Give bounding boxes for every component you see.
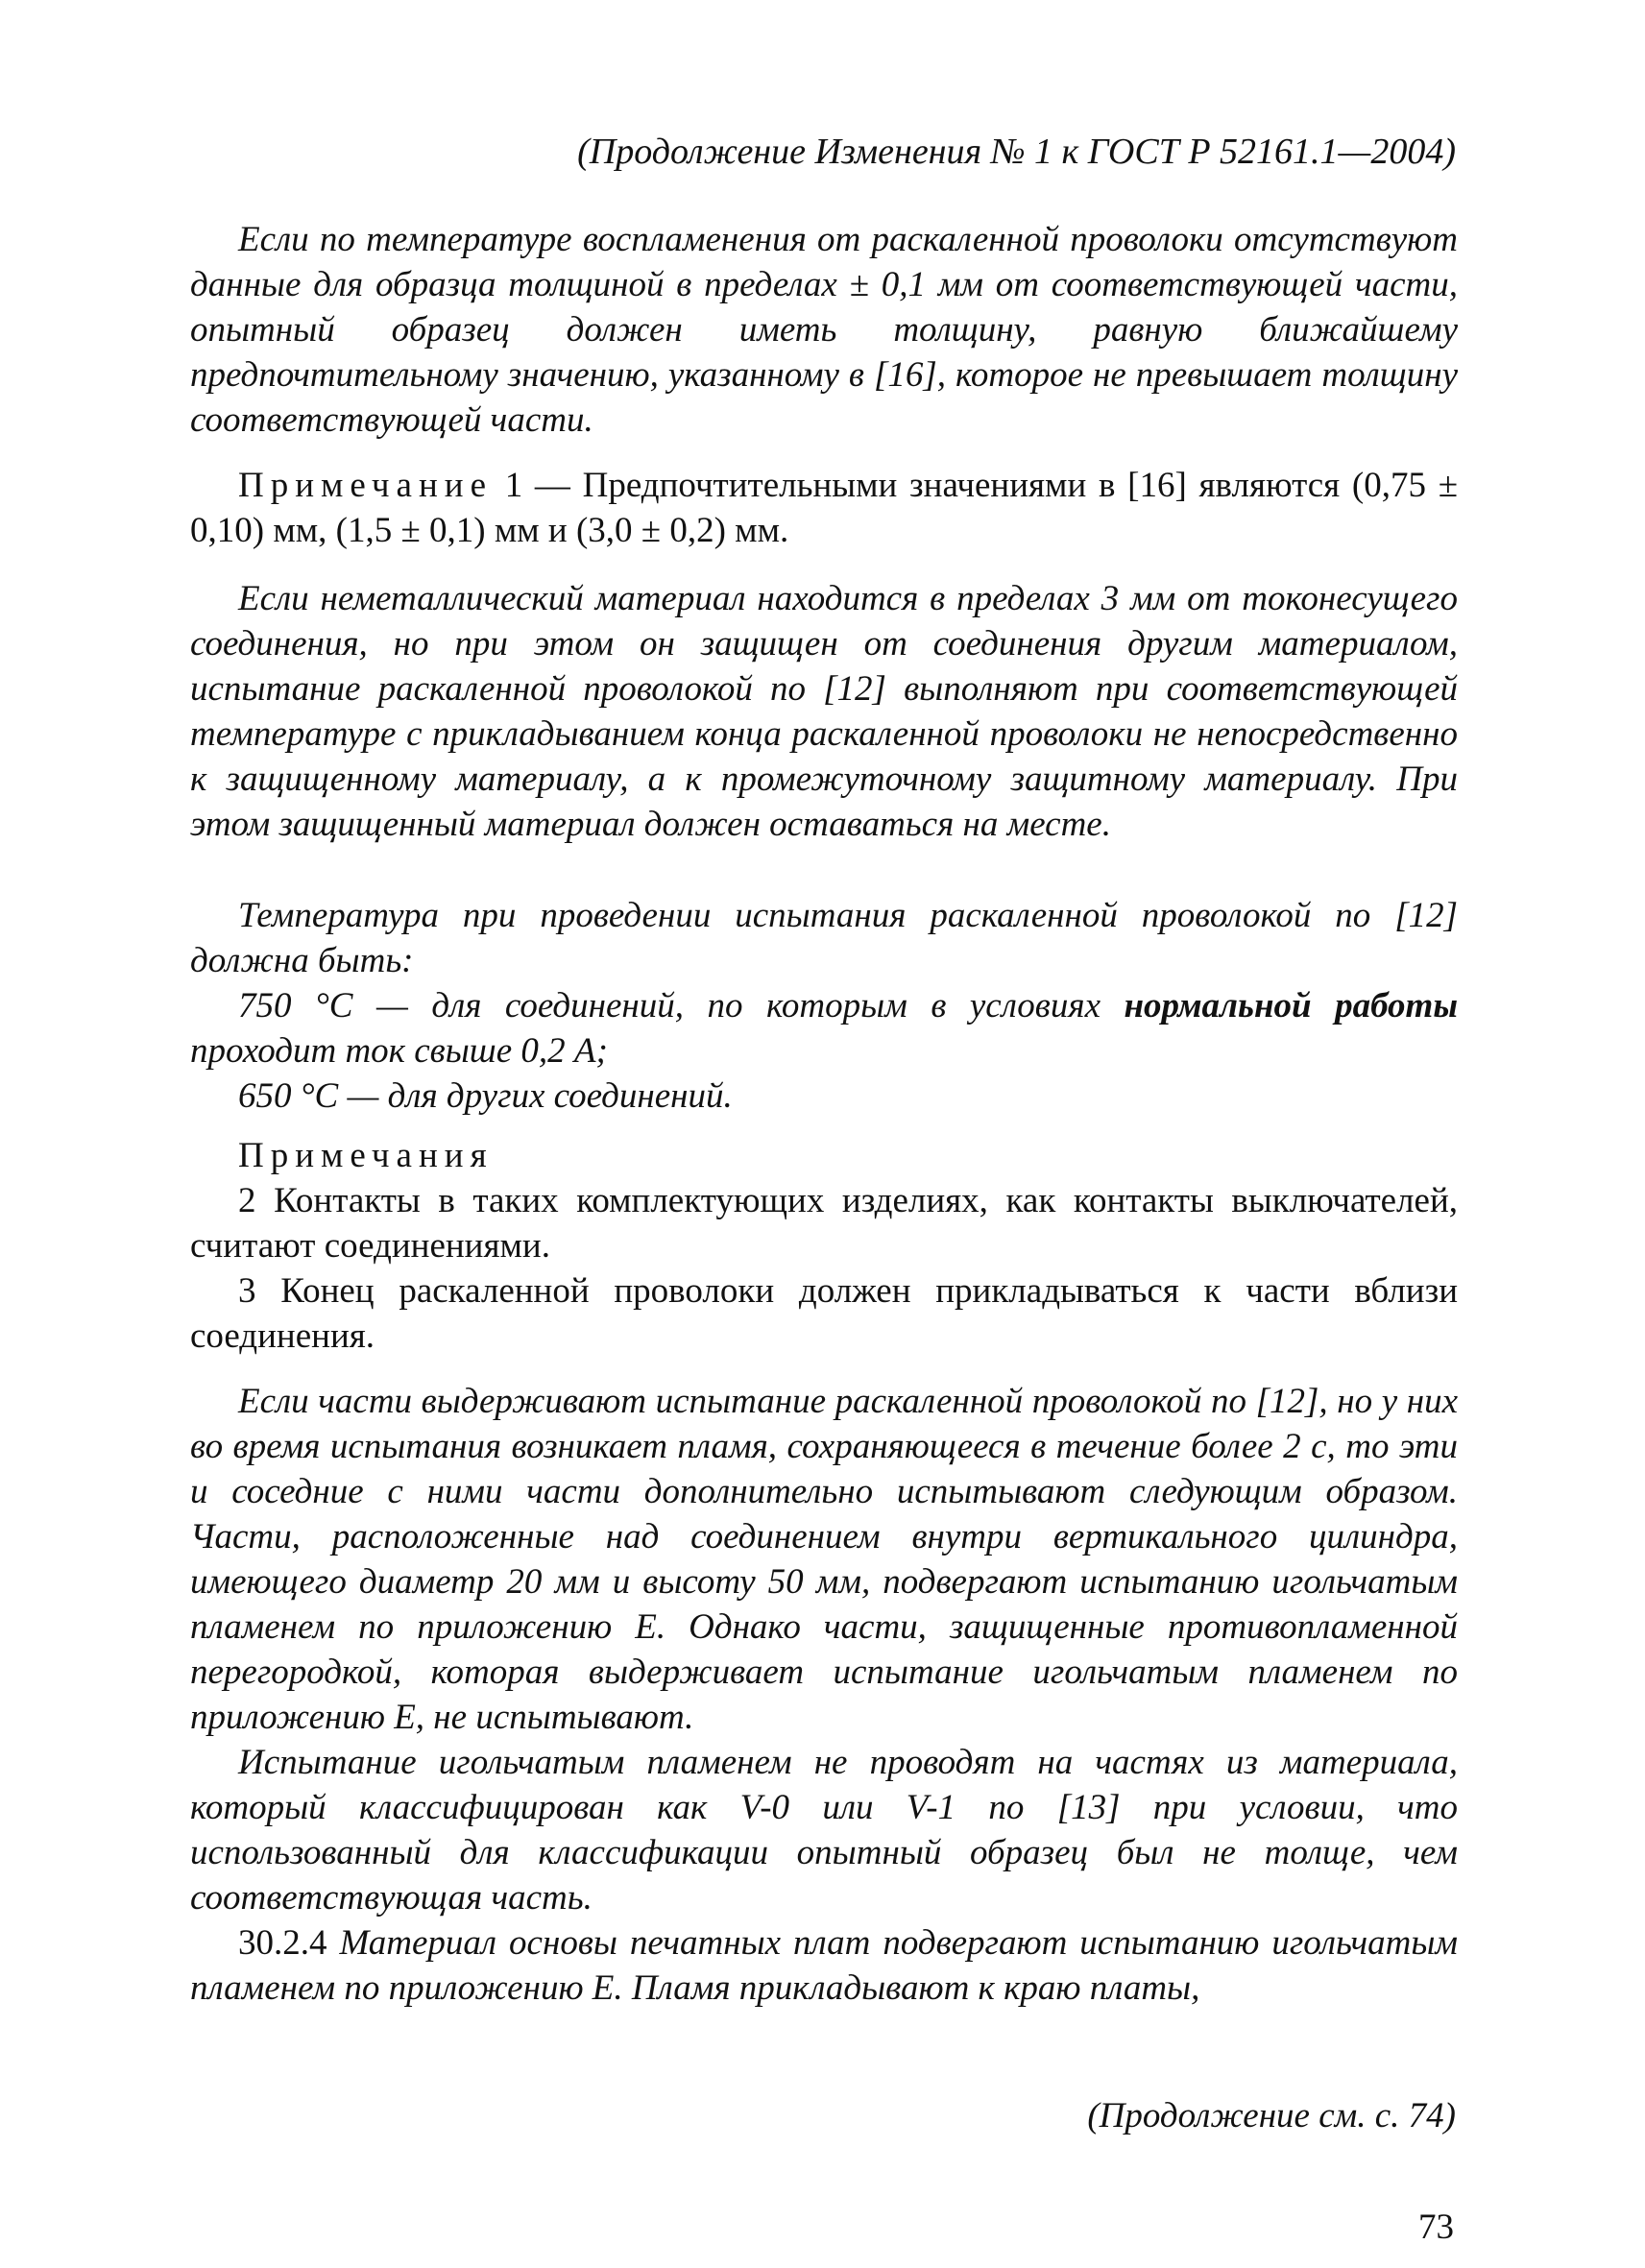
clause-30-2-4	[190, 1920, 1458, 2011]
note-1-text	[190, 463, 1458, 553]
continuation-header: (Продолжение Изменения № 1 к ГОСТ Р 52161.1—2004)	[577, 132, 1456, 172]
notes-heading	[190, 1133, 1458, 1178]
paragraph-glow-wire-thickness	[190, 217, 1458, 443]
notes-block	[190, 1133, 1458, 1359]
paragraph-text: Если по температуре воспламенения от раскаленной проволоки отсутствуют данные для образца толщиной в пределах ± 0,1 мм от соответствующей части, опытный образец должен иметь толщину, равную ближайшему предпочтительному значению, указанному в [16], которое не превышает толщину соответствующей части.	[190, 220, 1458, 440]
clause-number: 30.2.4	[238, 1923, 327, 1963]
note-3: 3 Конец раскаленной проволоки должен прикладываться к части вблизи соединения.	[190, 1271, 1458, 1356]
clause-text: Материал основы печатных плат подвергают испытанию игольчатым пламенем по приложению Е. Пламя прикладывают к краю платы,	[190, 1923, 1458, 2008]
page-number: 73	[1418, 2208, 1454, 2247]
paragraph-text: Если части выдерживают испытание раскаленной проволокой по [12], но у них во время испытания возникает пламя, сохраняющееся в течение более 2 с, то эти и соседние с ними части дополнительно испытывают следующим образом. Части, расположенные над соединением внутри вертикального цилиндра, имеющего диаметр 20 мм и высоту 50 мм, подвергают испытанию игольчатым пламенем по приложению Е. Однако части, защищенные противопламенной перегородкой, которая выдерживает испытание игольчатым пламенем по приложению Е, не испытывают.	[190, 1382, 1458, 1737]
paragraph-test-temperature	[190, 893, 1458, 1119]
temperature-750-pre: 750 °С — для соединений, по которым в условиях	[238, 986, 1125, 1025]
note-1	[190, 463, 1458, 553]
paragraph-text: Температура при проведении испытания раскаленной проволокой по [12] должна быть:	[190, 896, 1458, 980]
note-2: 2 Контакты в таких комплектующих изделиях, как контакты выключателей, считают соединениями.	[190, 1181, 1458, 1266]
paragraph-needle-flame-exemption: Испытание игольчатым пламенем не проводят на частях из материала, который классифицирован как V-0 или V-1 по [13] при условии, что использованный для классификации опытный образец был не толще, чем соответствующая часть.	[190, 1743, 1458, 1918]
temperature-650: 650 °С — для других соединений.	[238, 1076, 733, 1116]
paragraph-flame-persistence	[190, 1379, 1458, 2011]
note-1-label: Примечание	[238, 466, 493, 505]
paragraph-nonmetallic-material	[190, 576, 1458, 847]
normal-operation-emphasis: нормальной работы	[1124, 986, 1458, 1025]
continuation-footer: (Продолжение см. с. 74)	[1087, 2096, 1456, 2135]
paragraph-text: Если неметаллический материал находится в пределах 3 мм от токонесущего соединения, но при этом он защищен от соединения другим материалом, испытание раскаленной проволокой по [12] выполняют при соответствующей температуре с прикладыванием конца раскаленной проволоки не непосредственно к защищенному материалу, а к промежуточному защитному материалу. При этом защищенный материал должен оставаться на месте.	[190, 579, 1458, 844]
temperature-750-post: проходит ток свыше 0,2 А;	[190, 1031, 608, 1071]
note-1-body: 1 — Предпочтительными значениями в [16] являются (0,75 ± 0,10) мм, (1,5 ± 0,1) мм и (3,0 ± 0,2) мм.	[190, 466, 1458, 550]
notes-label: Примечания	[238, 1136, 494, 1175]
temperature-750	[190, 983, 1458, 1074]
